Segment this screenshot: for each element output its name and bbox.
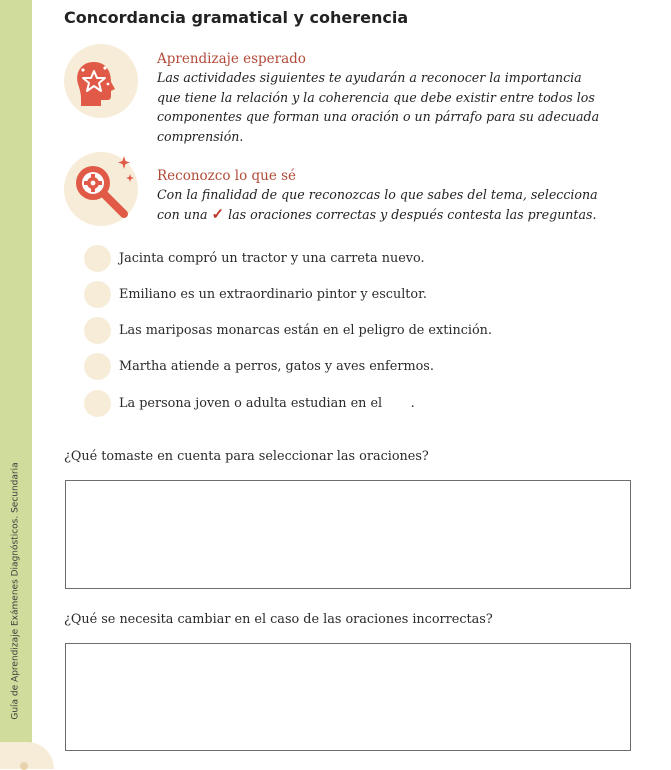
checkmark-icon: ✓ (211, 204, 225, 223)
option-checkbox[interactable] (84, 317, 111, 344)
option-checkbox[interactable] (84, 281, 111, 308)
side-label: Guía de Aprendizaje Exámenes Diagnósticos. Secundaria (11, 462, 22, 720)
head-star-icon (64, 44, 138, 118)
option-item[interactable]: Las mariposas monarcas están en el peligro de extinción. (84, 316, 492, 344)
option-checkbox[interactable] (84, 390, 111, 417)
aprendizaje-title: Aprendizaje esperado (157, 51, 306, 67)
magnifier-gear-icon (64, 152, 138, 226)
aprendizaje-text: Las actividades siguientes te ayudarán a reconocer la importancia que tiene la relación y la coherencia que debe existir entre todos los componentes que forman una oración o un párrafo para su adecuada comprensión. (157, 70, 600, 144)
option-checkbox[interactable] (84, 245, 111, 272)
answer-box-1[interactable] (65, 480, 631, 589)
option-item[interactable]: Emiliano es un extraordinario pintor y escultor. (84, 280, 427, 308)
question-1: ¿Qué tomaste en cuenta para seleccionar las oraciones? (64, 449, 429, 464)
reconozco-text: Con la finalidad de que reconozcas lo que sabes del tema, selecciona con una ✓ las oraciones correctas y después contesta las preguntas. (157, 187, 598, 223)
option-item[interactable]: La persona joven o adulta estudian en el . (84, 389, 415, 417)
aprendizaje-section (157, 50, 637, 146)
option-item[interactable]: Jacinta compró un tractor y una carreta nuevo. (84, 244, 425, 272)
question-2: ¿Qué se necesita cambiar en el caso de las oraciones incorrectas? (64, 612, 493, 627)
reconozco-section (157, 167, 637, 224)
page-title: Concordancia gramatical y coherencia (64, 8, 409, 27)
answer-box-2[interactable] (65, 643, 631, 751)
option-item[interactable]: Martha atiende a perros, gatos y aves enfermos. (84, 352, 434, 380)
option-checkbox[interactable] (84, 353, 111, 380)
reconozco-title: Reconozco lo que sé (157, 168, 297, 184)
